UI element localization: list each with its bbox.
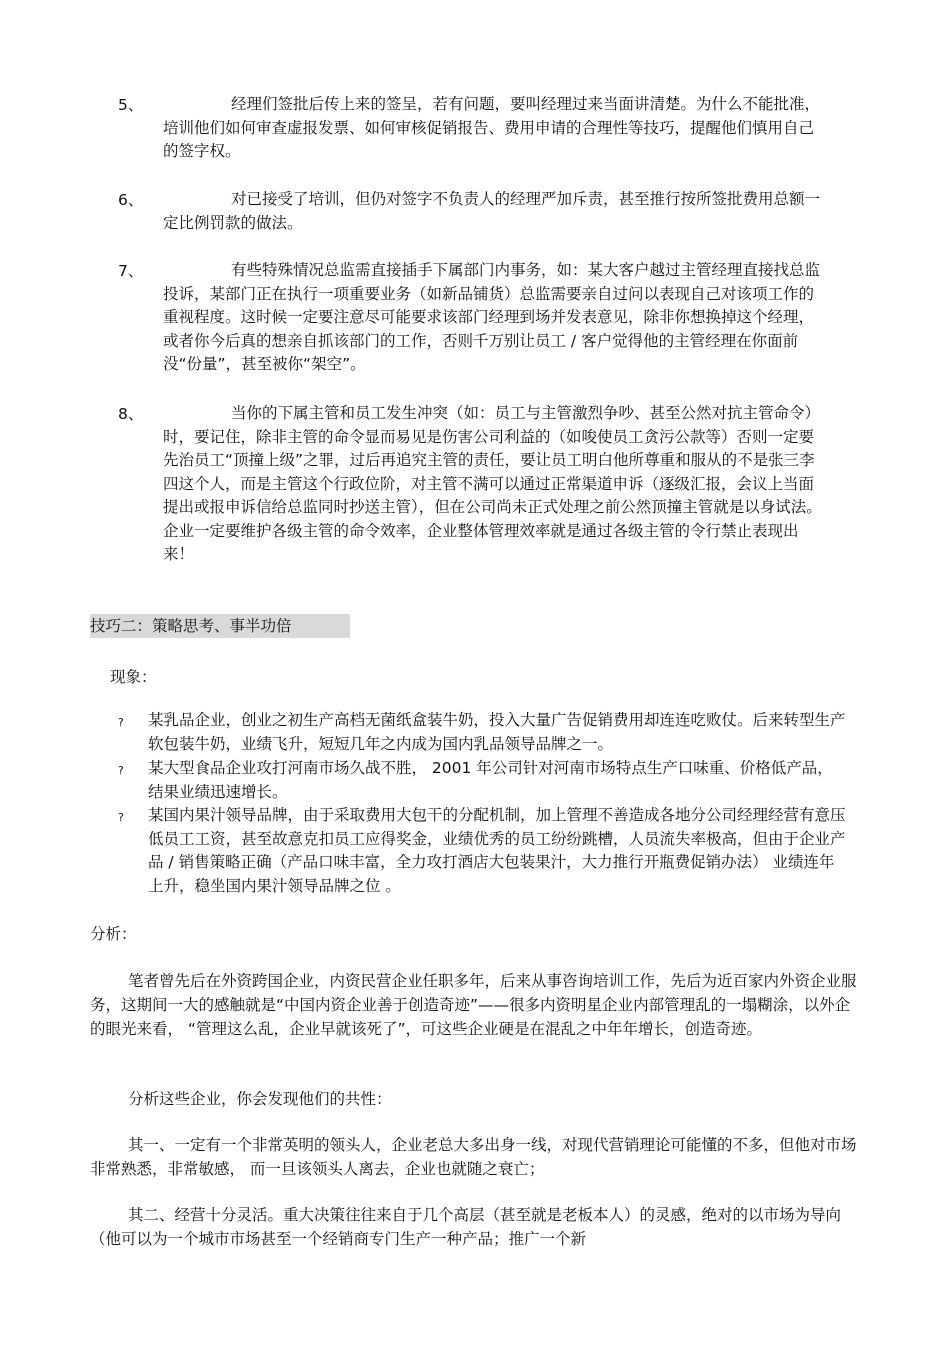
item-number: 7、 xyxy=(118,262,144,280)
bullet-marker: ? xyxy=(118,811,124,824)
paragraph: 其一、一定有一个非常英明的领头人，企业老总大多出身一线，对现代营销理论可能懂的不多，但他对市场非常熟悉，非常敏感， 而一旦该领头人离去，企业也就随之衰亡； xyxy=(90,1136,857,1178)
phenomenon-label: 现象： xyxy=(110,668,157,686)
paragraph: 笔者曾先后在外资跨国企业，内资民营企业任职多年，后来从事咨询培训工作，先后为近百家内外资企业服务，这期间一大的感触就是“中国内资企业善于创造奇迹”——很多内资明星企业内部管理乱的一塌糊涂，以外企的眼光来看， “管理这么乱，企业早就该死了”，可这些企业硬是在混乱之中年年增长，创造奇迹。 xyxy=(90,972,857,1038)
analysis-label: 分析： xyxy=(90,925,137,943)
paragraph: 分析这些企业，你会发现他们的共性： xyxy=(128,1090,392,1108)
item-number: 6、 xyxy=(118,191,144,209)
item-text: 对已接受了培训，但仍对签字不负责人的经理严加斥责，甚至推行按所签批费用总额一定比例罚款的做法。 xyxy=(163,190,821,232)
bullet-marker: ? xyxy=(118,764,124,777)
list-item: 某大型食品企业攻打河南市场久战不胜， 2001 年公司针对河南市场特点生产口味重、价格低产品，结果业绩迅速增长。 xyxy=(148,759,833,801)
list-item: 某乳品企业，创业之初生产高档无菌纸盒装牛奶，投入大量广告促销费用却连连吃败仗。后来转型生产软包装牛奶，业绩飞升，短短几年之内成为国内乳品领导品牌之一。 xyxy=(148,711,846,753)
item-text: 有些特殊情况总监需直接插手下属部门内事务，如：某大客户越过主管经理直接找总监投诉，某部门正在执行一项重要业务（如新品铺货）总监需要亲自过问以表现自己对该项工作的重视程度。这时候一定要注意尽可能要求该部门经理到场并发表意见，除非你想换掉这个经理，或者你今后真的想亲自抓该部门的工作，否则千万别让员工 / 客户觉得他的主管经理在你面前没“份量”，甚至被你“架空”。 xyxy=(163,261,821,373)
paragraph: 其二、经营十分灵活。重大决策往往来自于几个高层（甚至就是老板本人）的灵感，绝对的以市场为导向（他可以为一个城市市场甚至一个经销商专门生产一种产品；推广一个新 xyxy=(90,1206,842,1248)
bullet-marker: ? xyxy=(118,716,124,729)
section-heading: 技巧二：策略思考、事半功倍 xyxy=(90,614,350,638)
item-number: 8、 xyxy=(118,405,144,423)
item-number: 5、 xyxy=(118,96,144,114)
list-item: 某国内果汁领导品牌，由于采取费用大包干的分配机制，加上管理不善造成各地分公司经理经营有意压低员工工资，甚至故意克扣员工应得奖金，业绩优秀的员工纷纷跳槽，人员流失率极高，但由于企业产品 / 销售策略正确（产品口味丰富，全力攻打酒店大包装果汁，大力推行开瓶费促销办法） 业绩连年上升，稳坐国内果汁领导品牌之位 。 xyxy=(148,806,846,895)
item-text: 经理们签批后传上来的签呈，若有问题，要叫经理过来当面讲清楚。为什么不能批准，培训他们如何审查虚报发票、如何审核促销报告、费用申请的合理性等技巧，提醒他们慎用自己的签字权。 xyxy=(163,95,821,160)
item-text: 当你的下属主管和员工发生冲突（如：员工与主管激烈争吵、甚至公然对抗主管命令）时，要记住，除非主管的命令显而易见是伤害公司利益的（如唆使员工贪污公款等）否则一定要先治员工“顶撞上级”之罪，过后再追究主管的责任，要让员工明白他所尊重和服从的不是张三李四这个人，而是主管这个行政位阶，对主管不满可以通过正常渠道申诉（逐级汇报，会议上当面提出或报申诉信给总监同时抄送主管），但在公司尚未正式处理之前公然顶撞主管就是以身试法。企业一定要维护各级主管的命令效率，企业整体管理效率就是通过各级主管的令行禁止表现出来！ xyxy=(163,404,822,563)
